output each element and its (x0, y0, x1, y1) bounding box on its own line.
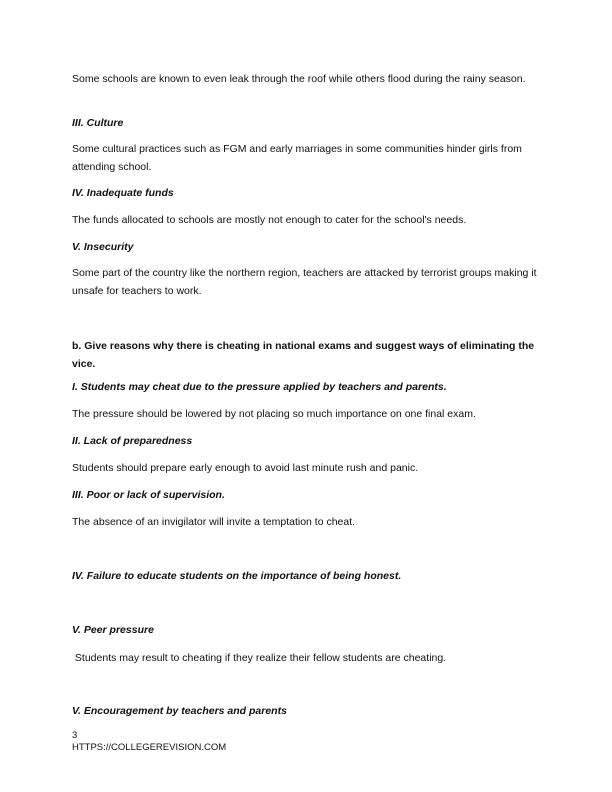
body-text-supervision: The absence of an invigilator will invite a temptation to cheat. (72, 516, 356, 528)
heading-peer-pressure: V. Peer pressure (72, 624, 154, 636)
question-b: b. Give reasons why there is cheating in national exams and suggest ways of eliminating the vice. (72, 340, 535, 370)
body-text-pressure: The pressure should be lowered by not placing so much importance on one final exam. (72, 408, 476, 420)
body-text-preparedness: Students should prepare early enough to avoid last minute rush and panic. (72, 462, 419, 474)
heading-honesty: IV. Failure to educate students on the importance of being honest. (72, 570, 402, 582)
heading-preparedness: II. Lack of preparedness (72, 435, 193, 447)
footer-url: HTTPS://COLLEGEREVISION.COM (72, 742, 227, 753)
heading-encouragement: V. Encouragement by teachers and parents (72, 705, 287, 717)
heading-pressure: I. Students may cheat due to the pressure applied by teachers and parents. (72, 381, 447, 393)
body-text-culture: Some cultural practices such as FGM and early marriages in some communities hinder girls from attending school. (72, 143, 522, 173)
heading-culture: III. Culture (72, 117, 124, 129)
page-number: 3 (72, 730, 78, 741)
body-text-peer-pressure: Students may result to cheating if they realize their fellow students are cheating. (72, 652, 447, 664)
body-text-roof-leak: Some schools are known to even leak through the roof while others flood during the rainy season. (72, 73, 526, 85)
body-text-funds: The funds allocated to schools are mostly not enough to cater for the school's needs. (72, 214, 467, 226)
body-text-insecurity: Some part of the country like the northern region, teachers are attacked by terrorist groups making it unsafe for teachers to work. (72, 267, 537, 297)
heading-inadequate-funds: IV. Inadequate funds (72, 187, 174, 199)
heading-supervision: III. Poor or lack of supervision. (72, 489, 225, 501)
heading-insecurity: V. Insecurity (72, 241, 134, 253)
